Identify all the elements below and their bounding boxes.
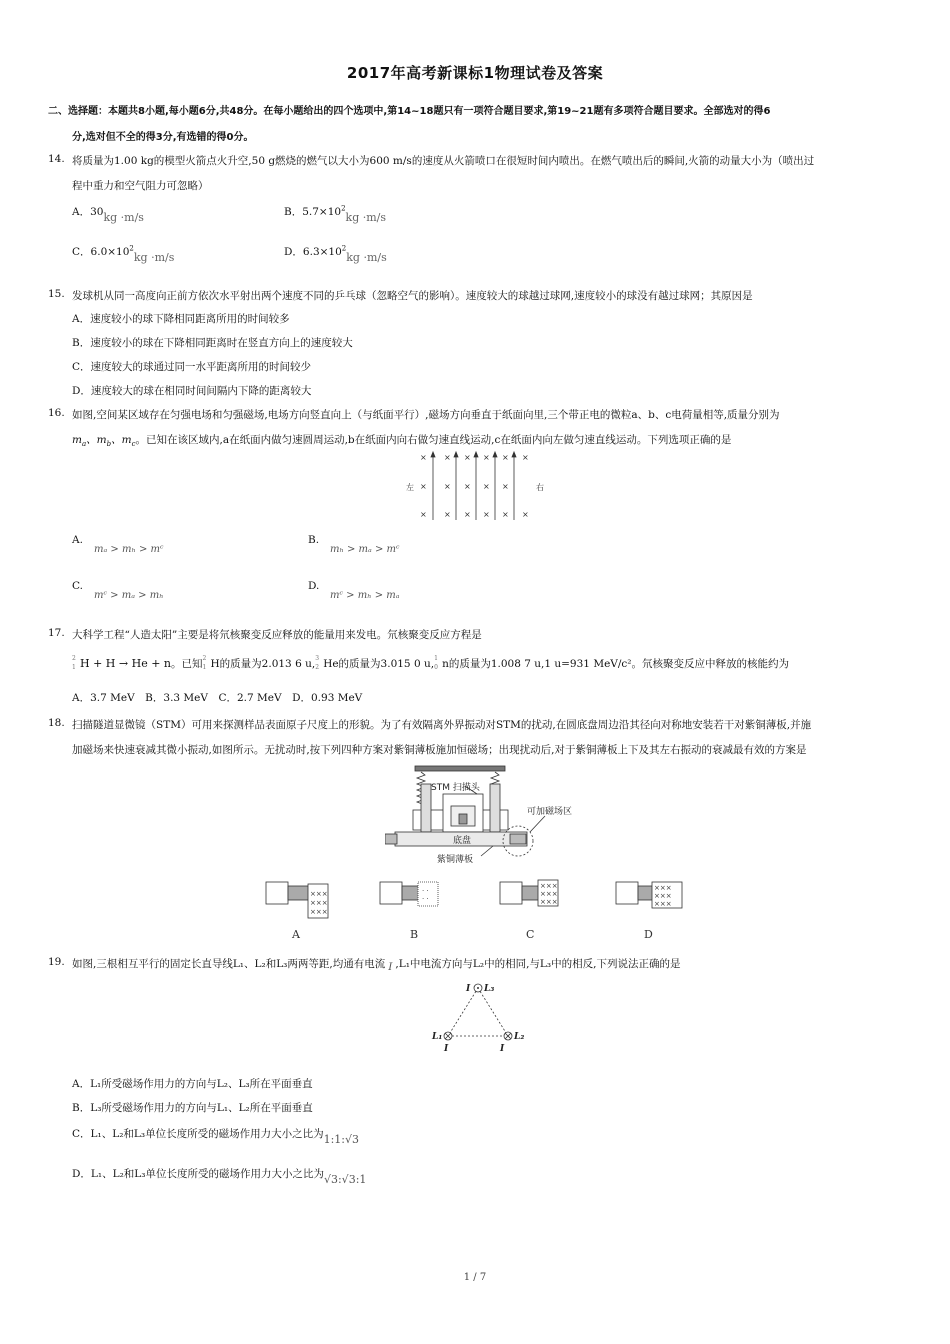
- label-left: 左: [406, 483, 414, 492]
- cross-mark: ×: [483, 482, 490, 491]
- q14-number: 14.: [48, 153, 65, 165]
- q15-stem: 发球机从同一高度向正前方依次水平射出两个速度不同的乒乓球（忽略空气的影响）。速度较大的球越过球网,速度较小的球没有越过球网；其原因是: [72, 290, 753, 302]
- q16-option-a-label: A.: [72, 534, 83, 546]
- cross-mark: ×: [502, 510, 509, 519]
- fusion-equation: H + H → He + n: [80, 657, 172, 670]
- svg-text:×××: ×××: [540, 882, 558, 890]
- q18-stem-cont: 加磁场来快速衰减其微小振动,如图所示。无扰动时,按下列四种方案对紫铜薄板施加恒磁场；出现扰动后,对于紫铜薄板上下及其左右振动的衰减最有效的方案是: [72, 744, 807, 756]
- svg-text:×××: ×××: [654, 900, 672, 908]
- stm-diagram: [385, 764, 575, 864]
- q14-option-d: D．$6.3\times 10^2kg \cdot m/s$: [284, 244, 387, 264]
- q14-stem-cont: 程中重力和空气阻力可忽略）: [72, 180, 209, 192]
- q14-stem: 将质量为1.00 kg的模型火箭点火升空,50 g燃烧的燃气以大小为600 m/s的速度从火箭喷口在很短时间内喷出。在燃气喷出后的瞬间,火箭的动量大小为（喷出过: [72, 155, 815, 167]
- page-number: 1 / 7: [463, 1272, 487, 1283]
- q19-option-b: B．L₃所受磁场作用力的方向与L₁、L₂所在平面垂直: [72, 1102, 313, 1114]
- cross-mark: ×: [420, 510, 427, 519]
- svg-text:×××: ×××: [654, 892, 672, 900]
- q19-option-c: C．L₁、L₂和L₃单位长度所受的磁场作用力大小之比为1:1:√3: [72, 1128, 360, 1146]
- wire-triangle-diagram: [428, 978, 528, 1054]
- q15-option-d: D．速度较大的球在相同时间间隔内下降的距离较大: [72, 385, 312, 397]
- cross-mark: ×: [502, 453, 509, 462]
- q19-option-a: A．L₁所受磁场作用力的方向与L₂、L₃所在平面垂直: [72, 1078, 313, 1090]
- q15-number: 15.: [48, 288, 65, 300]
- scheme-d-label: D: [644, 928, 653, 941]
- q15-option-a: A．速度较小的球下降相同距离所用的时间较多: [72, 313, 290, 325]
- page-title: 2017年高考新课标1物理试卷及答案: [346, 64, 604, 82]
- q16-number: 16.: [48, 407, 65, 419]
- svg-text:· ·: · ·: [422, 895, 429, 903]
- scheme-options-diagram: [260, 876, 700, 946]
- section-heading: 二、选择题：本题共8小题,每小题6分,共48分。在每小题给出的四个选项中,第14~18题只有一项符合题目要求,第19~21题有多项符合题目要求。全部选对的得6: [48, 106, 771, 117]
- q17-options: A．3.7 MeV B．3.3 MeV C．2.7 MeV D．0.93 MeV: [72, 692, 363, 704]
- label-copper-plate: 紫铜薄板: [437, 855, 474, 864]
- label-field-area: 可加磁场区: [527, 807, 573, 817]
- svg-text:×××: ×××: [310, 908, 328, 916]
- cross-mark: ×: [420, 482, 427, 491]
- q19-number: 19.: [48, 956, 65, 968]
- q17-equation-line: 2 1 H + H → He + n。已知 2 1 H的质量为2.013 6 u, 3 2 He的质量为3.015 0 u, 1 0 n的质量为1.008 7 u,1 u=931 MeV/c²。氘核聚变反应中释放的核能约为: [72, 655, 789, 671]
- q17-stem: 大科学工程“人造太阳”主要是将氘核聚变反应释放的能量用来发电。氘核聚变反应方程是: [72, 629, 482, 641]
- svg-text:×××: ×××: [654, 884, 672, 892]
- q14-option-b: B．$5.7\times 10^2kg \cdot m/s$: [284, 204, 387, 224]
- scheme-c-label: C: [526, 928, 535, 941]
- q16-option-d-label: D.: [308, 580, 320, 592]
- cross-mark: ×: [464, 510, 471, 519]
- cross-mark: ×: [444, 453, 451, 462]
- cross-mark: ×: [483, 453, 490, 462]
- q17-number: 17.: [48, 627, 65, 639]
- q16-option-d-expr: mᶜ > mₕ > mₐ: [330, 590, 400, 601]
- q14-option-a: A．30kg ·m/s: [72, 206, 144, 224]
- cross-mark: ×: [464, 482, 471, 491]
- q15-option-c: C．速度较大的球通过同一水平距离所用的时间较少: [72, 361, 312, 373]
- q19-option-d: D．L₁、L₂和L₃单位长度所受的磁场作用力大小之比为√3:√3:1: [72, 1168, 367, 1186]
- svg-text:×××: ×××: [310, 890, 328, 898]
- cross-mark: ×: [444, 510, 451, 519]
- q16-option-c-expr: mᶜ > mₐ > mₕ: [94, 590, 164, 601]
- q16-option-b-label: B.: [308, 534, 320, 546]
- current-label: I: [444, 1044, 449, 1054]
- svg-text:· ·: · ·: [422, 887, 429, 895]
- q18-number: 18.: [48, 717, 65, 729]
- label-base: 底盘: [453, 836, 472, 846]
- label-l3: L₃: [484, 984, 495, 994]
- label-right: 右: [536, 483, 544, 492]
- q16-stem: 如图,空间某区域存在匀强电场和匀强磁场,电场方向竖直向上（与纸面平行）,磁场方向垂直于纸面向里,三个带正电的微粒a、b、c电荷量相等,质量分别为: [72, 409, 780, 421]
- label-l2: L₂: [514, 1032, 525, 1042]
- field-diagram: [400, 450, 550, 522]
- section-heading-cont: 分,选对但不全的得3分,有选错的得0分。: [72, 132, 254, 143]
- label-l1: L₁: [432, 1032, 443, 1042]
- cross-mark: ×: [464, 453, 471, 462]
- q18-stem: 扫描隧道显微镜（STM）可用来探测样品表面原子尺度上的形貌。为了有效隔离外界振动对STM的扰动,在圆底盘周边沿其径向对称地安装若干对紫铜薄板,并施: [72, 719, 812, 731]
- cross-mark: ×: [522, 510, 529, 519]
- cross-mark: ×: [502, 482, 509, 491]
- q15-option-b: B．速度较小的球在下降相同距离时在竖直方向上的速度较大: [72, 337, 353, 349]
- svg-text:×××: ×××: [310, 899, 328, 907]
- q16-option-a-expr: mₐ > mₕ > mᶜ: [94, 544, 164, 555]
- scheme-a-label: A: [292, 928, 300, 941]
- svg-text:×××: ×××: [540, 898, 558, 906]
- q16-stem-cont: $m_a$、$m_b$、$m_c$。已知在该区域内,a在纸面内做匀速圆周运动,b在纸面内向右做匀速直线运动,c在纸面内向左做匀速直线运动。下列选项正确的是: [72, 434, 732, 449]
- svg-text:×××: ×××: [540, 890, 558, 898]
- cross-mark: ×: [444, 482, 451, 491]
- current-label: I: [500, 1044, 505, 1054]
- q14-option-c: C．$6.0\times 10^2kg \cdot m/s$: [72, 244, 175, 264]
- label-stm-head: STM 扫描头: [431, 783, 480, 793]
- q16-option-c-label: C.: [72, 580, 83, 592]
- q16-option-b-expr: mₕ > mₐ > mᶜ: [330, 544, 400, 555]
- current-label: I: [466, 984, 471, 994]
- q19-stem: 如图,三根相互平行的固定长直导线L₁、L₂和L₃两两等距,均通有电流 I ,L₁中电流方向与L₂中的相同,与L₃中的相反,下列说法正确的是: [72, 958, 681, 973]
- cross-mark: ×: [522, 453, 529, 462]
- cross-mark: ×: [420, 453, 427, 462]
- cross-mark: ×: [483, 510, 490, 519]
- scheme-b-label: B: [410, 928, 419, 941]
